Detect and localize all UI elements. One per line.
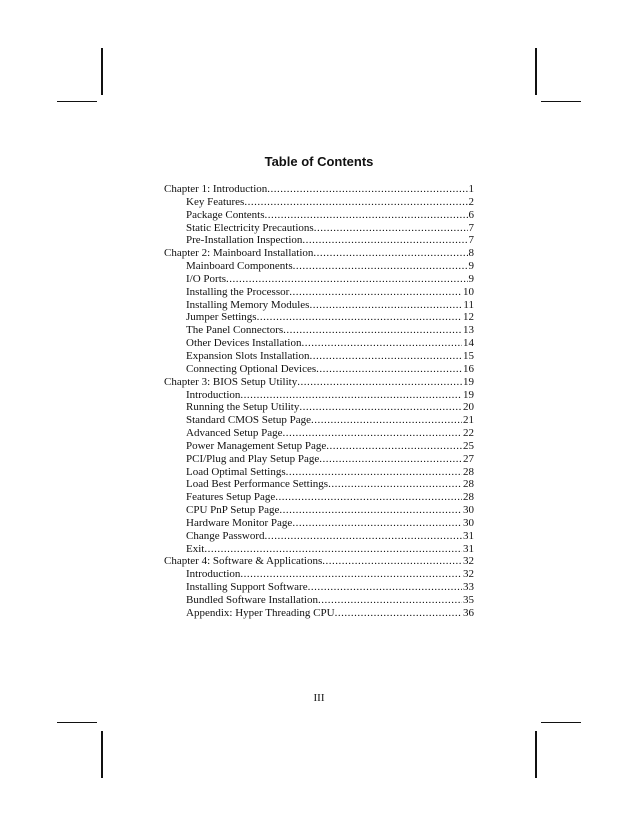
page-title: Table of Contents bbox=[264, 154, 374, 169]
toc-dot-leader bbox=[326, 440, 462, 453]
page-number: III bbox=[313, 692, 325, 704]
toc-entry-label: Hardware Monitor Page bbox=[186, 516, 293, 529]
toc-entry[interactable] bbox=[164, 440, 474, 453]
toc-chapter-entry[interactable] bbox=[164, 376, 474, 389]
toc-entry[interactable] bbox=[164, 196, 474, 209]
toc-entry-page: 15 bbox=[463, 349, 474, 362]
toc-entry-label: Mainboard Components bbox=[186, 260, 293, 273]
toc-dot-leader bbox=[328, 478, 462, 491]
toc-entry-page: 10 bbox=[463, 285, 474, 298]
toc-entry-page: 28 bbox=[463, 465, 474, 478]
toc-entry-label: Power Management Setup Page bbox=[186, 439, 327, 452]
crop-mark-top-right-vertical bbox=[535, 48, 537, 95]
crop-mark-bottom-right-horizontal bbox=[541, 722, 581, 723]
toc-entry-label: Advanced Setup Page bbox=[186, 427, 283, 440]
toc-entry-page: 31 bbox=[463, 542, 474, 555]
toc-entry-page: 30 bbox=[463, 504, 474, 517]
toc-dot-leader bbox=[308, 581, 462, 594]
toc-entry-page: 21 bbox=[463, 414, 474, 427]
toc-entry-page: 36 bbox=[463, 606, 474, 619]
toc-entry-label: Chapter 1: Introduction bbox=[164, 183, 268, 195]
toc-entry-page: 8 bbox=[468, 247, 474, 260]
crop-mark-top-left-horizontal bbox=[57, 101, 97, 102]
toc-entry-label: Chapter 4: Software & Applications bbox=[164, 555, 323, 568]
toc-dot-leader bbox=[275, 491, 462, 504]
toc-entry-label: I/O Ports bbox=[186, 272, 227, 285]
toc-entry-page: 2 bbox=[468, 195, 474, 208]
toc-entry-label: Load Optimal Settings bbox=[186, 465, 286, 478]
toc-dot-leader bbox=[335, 607, 462, 620]
toc-dot-leader bbox=[289, 286, 462, 299]
toc-dot-leader bbox=[322, 555, 462, 568]
toc-entry-page: 25 bbox=[463, 439, 474, 452]
toc-entry[interactable] bbox=[164, 350, 474, 363]
toc-entry[interactable] bbox=[164, 581, 474, 594]
toc-entry[interactable] bbox=[164, 299, 474, 312]
toc-entry-label: Static Electricity Precautions bbox=[186, 221, 314, 234]
toc-entry-label: Introduction bbox=[186, 568, 241, 581]
toc-entry[interactable] bbox=[164, 324, 474, 337]
crop-mark-bottom-left-vertical bbox=[101, 731, 103, 778]
toc-entry-page: 11 bbox=[463, 298, 474, 311]
toc-entry-page: 31 bbox=[463, 529, 474, 542]
toc-entry[interactable] bbox=[164, 209, 474, 222]
toc-dot-leader bbox=[244, 196, 467, 209]
toc-entry[interactable] bbox=[164, 234, 474, 247]
toc-dot-leader bbox=[283, 324, 462, 337]
toc-chapter-entry[interactable] bbox=[164, 183, 474, 196]
toc-dot-leader bbox=[279, 504, 462, 517]
toc-entry-label: Exit bbox=[186, 542, 205, 555]
toc-entry-page: 1 bbox=[468, 183, 474, 195]
toc-entry[interactable] bbox=[164, 543, 474, 556]
toc-entry[interactable] bbox=[164, 427, 474, 440]
toc-dot-leader bbox=[318, 594, 462, 607]
toc-dot-leader bbox=[265, 530, 462, 543]
toc-entry-page: 19 bbox=[463, 388, 474, 401]
toc-entry-page: 13 bbox=[463, 324, 474, 337]
toc-dot-leader bbox=[319, 453, 462, 466]
toc-entry-page: 16 bbox=[463, 362, 474, 375]
toc-entry-page: 32 bbox=[463, 568, 474, 581]
toc-entry[interactable] bbox=[164, 504, 474, 517]
toc-entry-page: 19 bbox=[463, 375, 474, 388]
toc-entry-page: 35 bbox=[463, 594, 474, 606]
toc-entry[interactable] bbox=[164, 453, 474, 466]
table-of-contents bbox=[164, 183, 474, 620]
toc-entry-page: 28 bbox=[463, 491, 474, 504]
toc-entry-page: 12 bbox=[463, 311, 474, 324]
toc-chapter-entry[interactable] bbox=[164, 247, 474, 260]
toc-dot-leader bbox=[301, 337, 462, 350]
toc-entry-page: 9 bbox=[468, 272, 474, 285]
toc-dot-leader bbox=[286, 466, 462, 479]
toc-entry[interactable] bbox=[164, 491, 474, 504]
toc-dot-leader bbox=[265, 209, 468, 222]
toc-entry-page: 33 bbox=[463, 581, 474, 594]
toc-entry-page: 7 bbox=[468, 221, 474, 234]
toc-entry-page: 6 bbox=[468, 208, 474, 221]
toc-entry[interactable] bbox=[164, 401, 474, 414]
toc-entry-label: Expansion Slots Installation bbox=[186, 349, 310, 362]
toc-entry-label: Standard CMOS Setup Page bbox=[186, 414, 311, 427]
crop-mark-bottom-right-vertical bbox=[535, 731, 537, 778]
toc-dot-leader bbox=[293, 260, 468, 273]
toc-dot-leader bbox=[283, 427, 462, 440]
toc-entry[interactable] bbox=[164, 286, 474, 299]
toc-entry-label: Installing Support Software bbox=[186, 581, 308, 594]
toc-entry-page: 30 bbox=[463, 516, 474, 529]
toc-entry-label: Features Setup Page bbox=[186, 491, 276, 504]
toc-entry-page: 7 bbox=[468, 234, 474, 247]
toc-entry-page: 14 bbox=[463, 337, 474, 350]
crop-mark-top-right-horizontal bbox=[541, 101, 581, 102]
toc-entry-label: Jumper Settings bbox=[186, 311, 257, 324]
toc-chapter-entry[interactable] bbox=[164, 555, 474, 568]
toc-entry-label: PCI/Plug and Play Setup Page bbox=[186, 452, 320, 465]
toc-entry-label: Installing Memory Modules bbox=[186, 298, 310, 311]
toc-entry[interactable] bbox=[164, 337, 474, 350]
toc-entry[interactable] bbox=[164, 260, 474, 273]
toc-entry-label: Appendix: Hyper Threading CPU bbox=[186, 606, 335, 619]
toc-entry-label: Key Features bbox=[186, 195, 245, 208]
toc-dot-leader bbox=[299, 401, 462, 414]
toc-dot-leader bbox=[309, 299, 462, 312]
toc-entry-label: Installing the Processor bbox=[186, 285, 290, 298]
toc-entry-page: 27 bbox=[463, 452, 474, 465]
toc-dot-leader bbox=[292, 517, 462, 530]
toc-entry-label: Introduction bbox=[186, 388, 241, 401]
toc-dot-leader bbox=[314, 222, 468, 235]
toc-dot-leader bbox=[204, 543, 462, 556]
toc-entry-label: Bundled Software Installation bbox=[186, 594, 318, 606]
toc-entry[interactable] bbox=[164, 517, 474, 530]
toc-entry[interactable] bbox=[164, 466, 474, 479]
toc-entry-page: 22 bbox=[463, 427, 474, 440]
toc-entry[interactable] bbox=[164, 273, 474, 286]
toc-entry-label: Load Best Performance Settings bbox=[186, 478, 329, 491]
toc-entry-label: The Panel Connectors bbox=[186, 324, 284, 337]
toc-entry[interactable] bbox=[164, 530, 474, 543]
toc-dot-leader bbox=[297, 376, 462, 389]
crop-mark-top-left-vertical bbox=[101, 48, 103, 95]
toc-entry-label: Chapter 3: BIOS Setup Utility bbox=[164, 375, 298, 388]
toc-entry-label: Pre-Installation Inspection bbox=[186, 234, 303, 247]
toc-entry-page: 28 bbox=[463, 478, 474, 491]
toc-entry[interactable] bbox=[164, 594, 474, 607]
toc-entry[interactable] bbox=[164, 568, 474, 581]
toc-entry-label: Other Devices Installation bbox=[186, 337, 302, 350]
toc-entry-label: Package Contents bbox=[186, 208, 265, 221]
crop-mark-bottom-left-horizontal bbox=[57, 722, 97, 723]
toc-dot-leader bbox=[309, 350, 462, 363]
toc-entry[interactable] bbox=[164, 311, 474, 324]
toc-entry[interactable] bbox=[164, 389, 474, 402]
toc-dot-leader bbox=[226, 273, 467, 286]
toc-dot-leader bbox=[302, 234, 467, 247]
toc-dot-leader bbox=[240, 568, 462, 581]
toc-entry[interactable] bbox=[164, 607, 474, 620]
toc-entry-label: Change Password bbox=[186, 529, 265, 542]
toc-dot-leader bbox=[316, 363, 462, 376]
toc-entry-page: 20 bbox=[463, 401, 474, 414]
toc-dot-leader bbox=[313, 247, 467, 260]
toc-entry-label: Chapter 2: Mainboard Installation bbox=[164, 247, 314, 260]
toc-dot-leader bbox=[240, 389, 462, 402]
toc-entry-label: Connecting Optional Devices bbox=[186, 362, 317, 375]
toc-entry[interactable] bbox=[164, 478, 474, 491]
toc-dot-leader bbox=[267, 183, 467, 196]
toc-entry-page: 9 bbox=[468, 260, 474, 273]
toc-entry-label: Running the Setup Utility bbox=[186, 401, 300, 414]
toc-entry[interactable] bbox=[164, 222, 474, 235]
toc-entry-page: 32 bbox=[463, 555, 474, 568]
toc-entry[interactable] bbox=[164, 363, 474, 376]
toc-dot-leader bbox=[311, 414, 462, 427]
toc-dot-leader bbox=[257, 311, 462, 324]
toc-entry[interactable] bbox=[164, 414, 474, 427]
toc-entry-label: CPU PnP Setup Page bbox=[186, 504, 280, 517]
